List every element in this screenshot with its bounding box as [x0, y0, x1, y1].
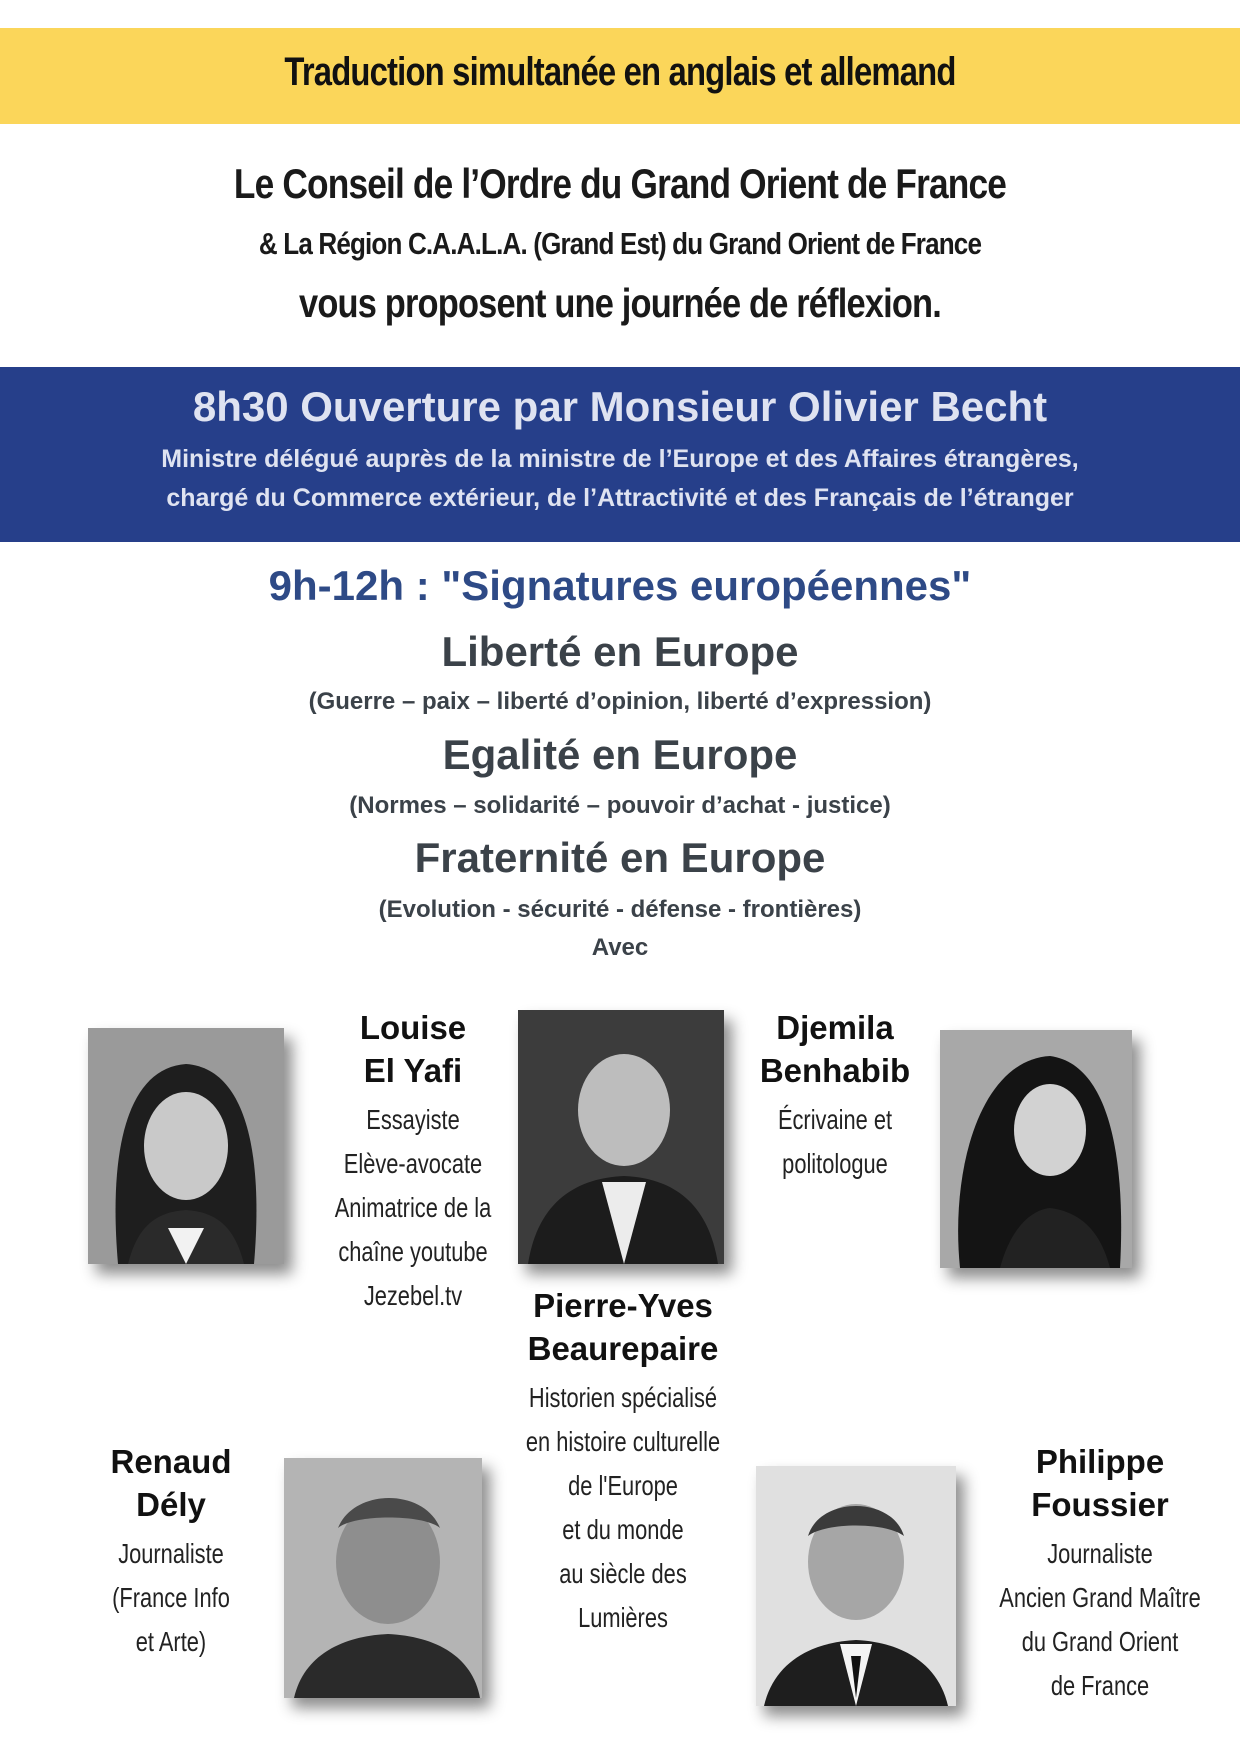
speaker-louise-el-yafi: [300, 1006, 526, 1318]
speaker-name: Louise: [359, 1009, 467, 1046]
organizer-line-1: Le Conseil de l’Ordre du Grand Orient de France: [233, 160, 1007, 207]
opening-title: 8h30 Ouverture par Monsieur Olivier Becht: [192, 383, 1048, 430]
pierre-yves-beaurepaire-photo: [518, 1010, 724, 1264]
louise-el-yafi-photo: [88, 1028, 284, 1264]
speaker-name: Beaurepaire: [527, 1330, 719, 1367]
opening-role-line-1: Ministre délégué auprès de la ministre de l’Europe et des Affaires étrangères,: [161, 445, 1079, 473]
translation-banner: [0, 28, 1240, 124]
speaker-pierre-yves-beaurepaire: [498, 1284, 748, 1640]
portrait-image: [284, 1458, 482, 1698]
speaker-name: Benhabib: [759, 1052, 911, 1089]
speaker-name: Pierre-Yves: [533, 1287, 713, 1324]
session-title: 9h-12h : "Signatures européennes": [268, 562, 972, 609]
speaker-name: El Yafi: [363, 1052, 463, 1089]
theme-title-liberte: Liberté en Europe: [441, 628, 799, 675]
speaker-role: Journaliste Ancien Grand Maître du Grand Orient de France: [999, 1538, 1201, 1701]
theme-title-egalite: Egalité en Europe: [442, 731, 798, 778]
theme-subtitle-liberte: (Guerre – paix – liberté d’opinion, liberté d’expression): [308, 688, 932, 715]
speaker-name: Foussier: [1031, 1486, 1169, 1523]
speaker-name: Renaud: [110, 1443, 232, 1480]
speaker-name: Dély: [136, 1486, 206, 1523]
speaker-role: Essayiste Elève-avocate Animatrice de la chaîne youtube Jezebel.tv: [334, 1104, 492, 1311]
portrait-image: [88, 1028, 284, 1264]
speaker-role: Écrivaine et politologue: [777, 1104, 893, 1179]
theme-title-fraternite: Fraternité en Europe: [414, 834, 826, 881]
theme-subtitle-egalite: (Normes – solidarité – pouvoir d’achat - justice): [349, 792, 891, 819]
theme-subtitle-fraternite: (Evolution - sécurité - défense - frontières): [378, 896, 862, 923]
opening-role-line-2: chargé du Commerce extérieur, de l’Attractivité et des Français de l’étranger: [166, 484, 1074, 512]
portrait-image: [756, 1466, 956, 1706]
speaker-philippe-foussier: [970, 1440, 1230, 1708]
philippe-foussier-photo: [756, 1466, 956, 1706]
speaker-name: Philippe: [1035, 1443, 1165, 1480]
speaker-renaud-dely: [76, 1440, 266, 1664]
invitation-line: vous proposent une journée de réflexion.: [299, 280, 941, 326]
speaker-role: Journaliste (France Info et Arte): [112, 1538, 230, 1657]
translation-banner-text: Traduction simultanée en anglais et allemand: [284, 50, 956, 94]
opening-banner: [0, 367, 1240, 542]
speaker-role: Historien spécialisé en histoire culturelle de l'Europe et du monde au siècle des Lumières: [525, 1382, 721, 1633]
with-label: Avec: [591, 934, 649, 961]
portrait-image: [940, 1030, 1132, 1268]
portrait-image: [518, 1010, 724, 1264]
speaker-name: Djemila: [776, 1009, 894, 1046]
speaker-djemila-benhabib: [735, 1006, 935, 1186]
organizer-line-2: & La Région C.A.A.L.A. (Grand Est) du Grand Orient de France: [258, 226, 982, 261]
djemila-benhabib-photo: [940, 1030, 1132, 1268]
renaud-dely-photo: [284, 1458, 482, 1698]
